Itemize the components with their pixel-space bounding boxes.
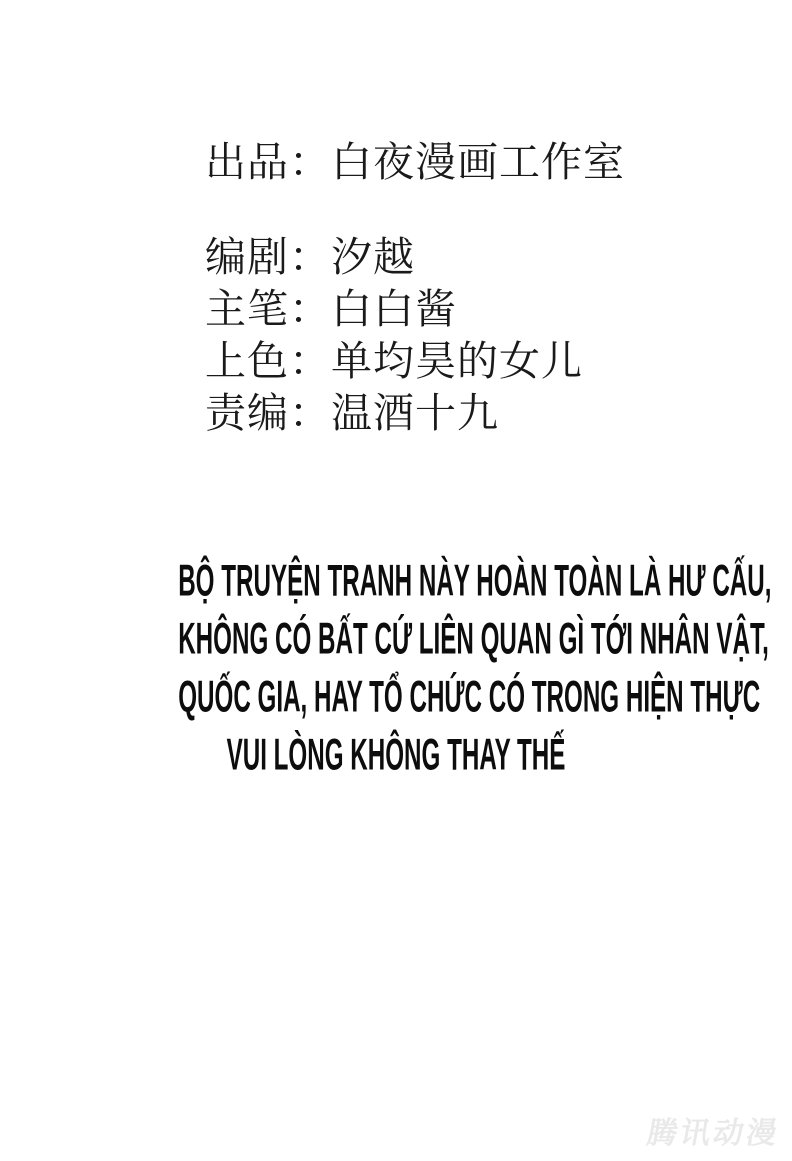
disclaimer-block — [0, 552, 792, 784]
credit-line-lead-artist: 主笔：白白酱 — [205, 286, 457, 332]
tencent-comics-watermark: 腾讯动漫 — [644, 1117, 783, 1150]
disclaimer-line-4: VUI LÒNG KHÔNG THAY THẾ — [226, 729, 566, 780]
disclaimer-line-2: KHÔNG CÓ BẤT CỨ LIÊN QUAN GÌ TỚI NHÂN VẬT, — [178, 613, 769, 664]
disclaimer-line-1: BỘ TRUYỆN TRANH NÀY HOÀN TOÀN LÀ HƯ CẤU, — [178, 555, 772, 606]
credits-block — [205, 136, 625, 439]
credit-line-editor: 责编：温酒十九 — [205, 390, 499, 436]
disclaimer-line-3: QUỐC GIA, HAY TỔ CHỨC CÓ TRONG HIỆN THỰC — [178, 671, 761, 722]
credit-line-colorist: 上色：单均昊的女儿 — [205, 338, 583, 384]
credit-line-screenwriter: 编剧：汐越 — [205, 234, 415, 280]
credit-line-producer: 出品：白夜漫画工作室 — [205, 139, 625, 185]
